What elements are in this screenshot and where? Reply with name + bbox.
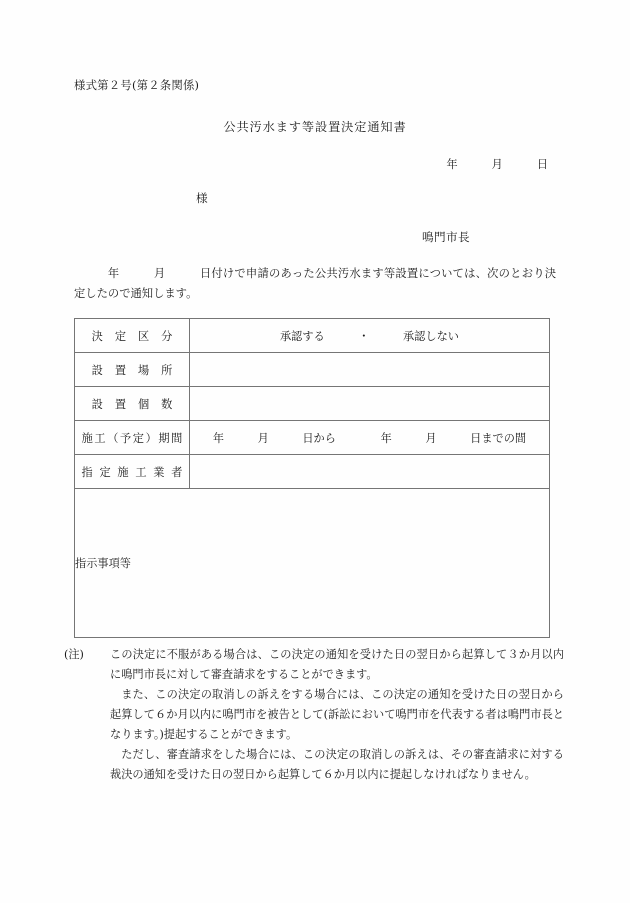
row-value-decision-category[interactable]: 承認する ・ 承認しない (190, 319, 550, 353)
footnote-block (64, 645, 564, 785)
row-label-designated-contractor (75, 455, 190, 489)
footnote-text-2: また、この決定の取消しの訴えをする場合には、この決定の通知を受けた日の翌日から起算して６か月以内に鳴門市を被告として(訴訟において鳴門市を代表する者は鳴門市長となります。)提起することができます。 (110, 687, 564, 741)
row-label-installation-location (75, 353, 190, 387)
footnote-item-1 (64, 645, 564, 685)
row-label-text: 施工（予定）期間 (81, 431, 184, 445)
table-row (75, 455, 550, 489)
row-label-text: 決 定 区 分 (91, 329, 177, 343)
decision-table (74, 318, 550, 638)
row-label-text: 指 定 施 工 業 者 (81, 465, 185, 479)
addressee-honorific: 様 (196, 191, 208, 205)
row-label-text: 設 置 場 所 (91, 363, 177, 377)
issuer-name: 鳴門市長 (422, 230, 470, 244)
row-value-designated-contractor[interactable] (190, 455, 550, 489)
table-row (75, 421, 550, 455)
table-row (75, 319, 550, 353)
body-paragraph (74, 264, 556, 304)
body-paragraph-line-2: 定したので通知します。 (74, 286, 198, 300)
row-value-installation-location[interactable] (190, 353, 550, 387)
issue-date-blank: 年 月 日 (446, 158, 548, 171)
table-row (75, 387, 550, 421)
footnote-text-1: この決定に不服がある場合は、この決定の通知を受けた日の翌日から起算して３か月以内に鳴門市長に対して審査請求をすることができます。 (110, 648, 564, 681)
row-label-installation-count (75, 387, 190, 421)
footnote-text-3: ただし、審査請求をした場合には、この決定の取消しの訴えは、その審査請求に対する裁決の通知を受けた日の翌日から起算して６か月以内に提起しなければなりません。 (110, 747, 564, 781)
table-row (75, 353, 550, 387)
instructions-cell[interactable]: 指示事項等 (75, 489, 550, 638)
body-paragraph-line-1: 年 月 日付けで申請のあった公共汚水ます等設置については、次のとおり決 (107, 267, 556, 280)
footnote-marker: (注) (64, 648, 84, 661)
row-value-construction-period[interactable]: 年 月 日から 年 月 日までの間 (190, 421, 550, 455)
row-label-decision-category (75, 319, 190, 353)
row-label-text: 設 置 個 数 (91, 397, 177, 411)
document-title: 公共汚水ます等設置決定通知書 (223, 120, 407, 134)
row-value-installation-count[interactable] (190, 387, 550, 421)
form-number: 様式第２号(第２条関係) (74, 78, 200, 92)
table-row (75, 489, 550, 638)
row-label-construction-period (75, 421, 190, 455)
